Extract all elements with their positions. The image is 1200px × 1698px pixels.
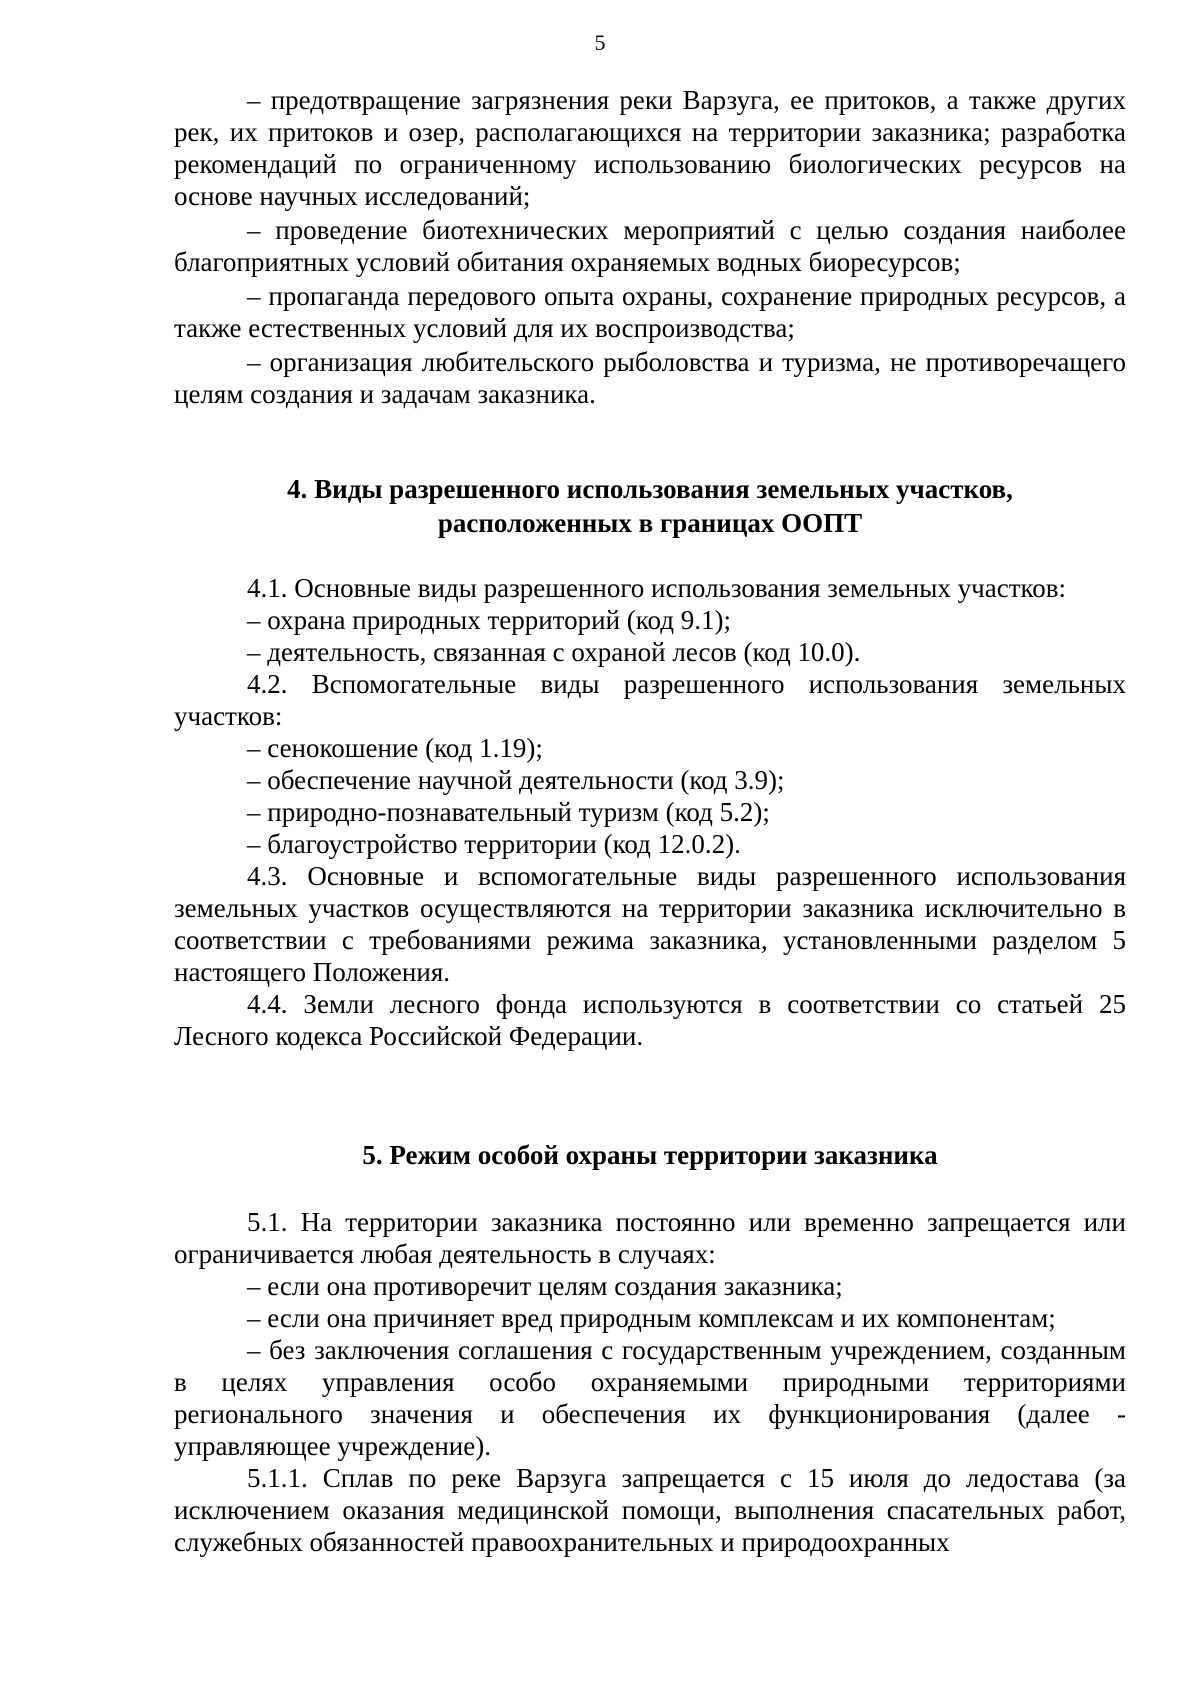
paragraph-4-2-item-1: – сенокошение (код 1.19); <box>247 733 543 763</box>
paragraph-4-2-item-2: – обеспечение научной деятельности (код 3.9); <box>247 765 785 795</box>
intro-item-4: – организация любительского рыболовства и туризма, не противоречащего целям создания и задачам заказника. <box>174 347 1126 409</box>
section-5-heading: 5. Режим особой охраны территории заказника <box>362 1140 938 1170</box>
paragraph-5-1-item-3: – без заключения соглашения с государственным учреждением, созданным в целях управления особо охраняемыми природными территориями регионального значения и обеспечения их функционирования (далее - управляющее учреждение). <box>174 1335 1126 1461</box>
page-number: 5 <box>594 30 606 55</box>
intro-item-2: – проведение биотехнических мероприятий с целью создания наиболее благоприятных условий обитания охраняемых водных биоресурсов; <box>174 215 1126 277</box>
paragraph-4-2: 4.2. Вспомогательные виды разрешенного использования земельных участков: <box>174 669 1126 731</box>
paragraph-4-1-item-2: – деятельность, связанная с охраной лесов (код 10.0). <box>247 637 861 667</box>
paragraph-4-4: 4.4. Земли лесного фонда используются в соответствии со статьей 25 Лесного кодекса Российской Федерации. <box>174 989 1126 1051</box>
paragraph-4-2-item-4: – благоустройство территории (код 12.0.2). <box>247 829 741 859</box>
document-body <box>174 84 1126 1558</box>
paragraph-5-1-1: 5.1.1. Сплав по реке Варзуга запрещается с 15 июля до ледостава (за исключением оказания медицинской помощи, выполнения спасательных работ, служебных обязанностей правоохранительных и природоохранных <box>174 1463 1126 1557</box>
paragraph-5-1-item-1: – если она противоречит целям создания заказника; <box>247 1271 843 1301</box>
section-4-heading-line-2: расположенных в границах ООПТ <box>437 508 863 538</box>
paragraph-5-1: 5.1. На территории заказника постоянно или временно запрещается или ограничивается любая деятельность в случаях: <box>174 1207 1126 1269</box>
paragraph-5-1-item-2: – если она причиняет вред природным комплексам и их компонентам; <box>247 1303 1056 1333</box>
intro-item-1: – предотвращение загрязнения реки Варзуга, ее притоков, а также других рек, их притоков и озер, располагающихся на территории заказника; разработка рекомендаций по ограниченному использованию биологических ресурсов на основе научных исследований; <box>174 85 1126 211</box>
paragraph-4-1-item-1: – охрана природных территорий (код 9.1); <box>247 605 731 635</box>
section-4-heading <box>174 472 1126 540</box>
paragraph-4-3: 4.3. Основные и вспомогательные виды разрешенного использования земельных участков осуществляются на территории заказника исключительно в соответствии с требованиями режима заказника, установленными разделом 5 настоящего Положения. <box>174 861 1126 987</box>
paragraph-4-2-item-3: – природно-познавательный туризм (код 5.2); <box>247 797 770 827</box>
paragraph-4-1: 4.1. Основные виды разрешенного использования земельных участков: <box>247 573 1066 603</box>
section-4-heading-line-1: 4. Виды разрешенного использования земельных участков, <box>287 474 1013 504</box>
intro-item-3: – пропаганда передового опыта охраны, сохранение природных ресурсов, а также естественных условий для их воспроизводства; <box>174 281 1126 343</box>
